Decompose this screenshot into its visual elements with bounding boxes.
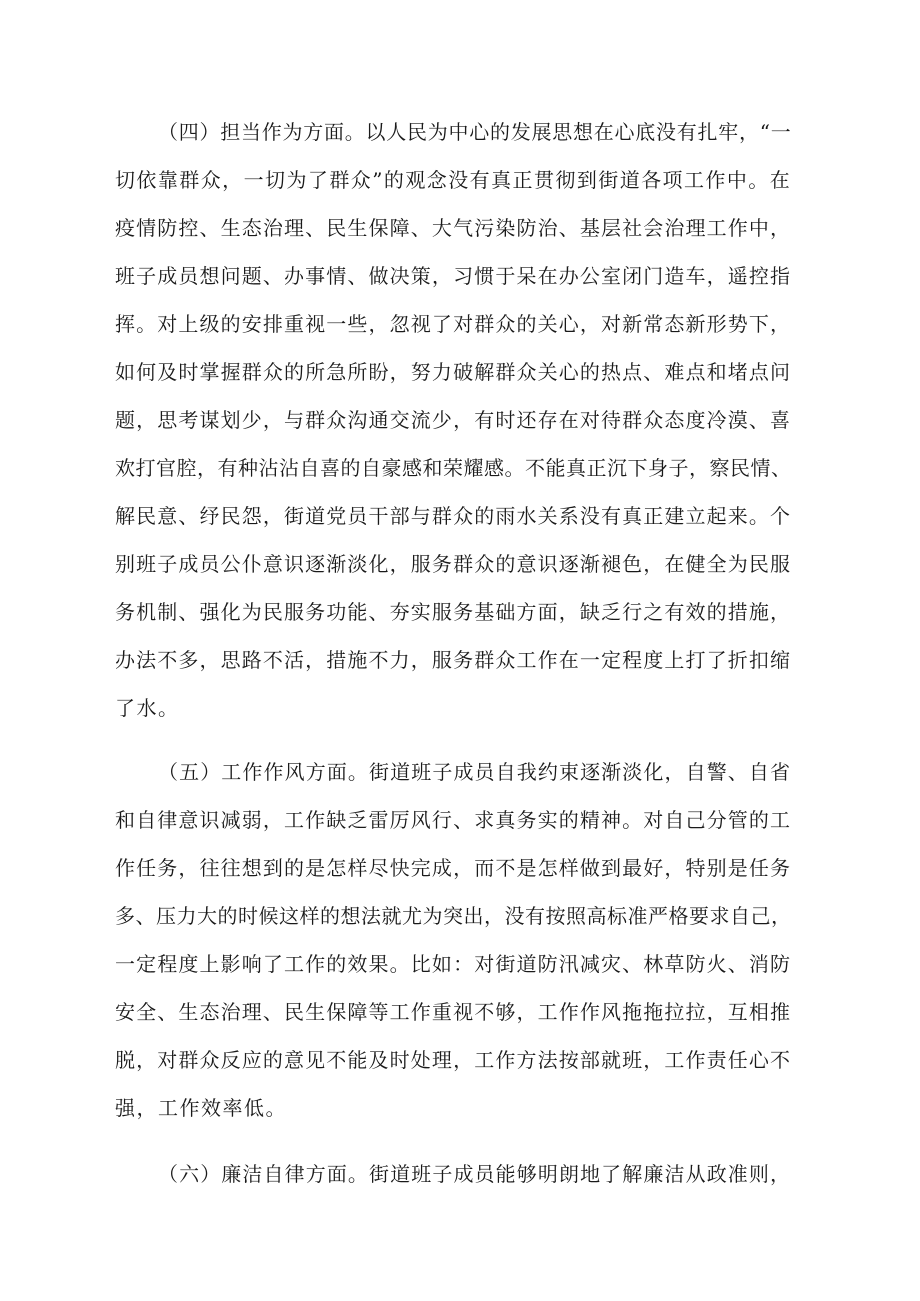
- text-line: （四）担当作为方面。以人民为中心的发展思想在心底没有扎牢，“一: [158, 120, 792, 144]
- text-line: 作任务，往往想到的是怎样尽快完成，而不是怎样做到最好，特别是任务: [115, 856, 791, 880]
- text-line: 多、压力大的时候这样的想法就尤为突出，没有按照高标准严格要求自己，: [115, 904, 792, 928]
- text-line: 强，工作效率低。: [115, 1096, 287, 1120]
- text-line: 安全、生态治理、民生保障等工作重视不够，工作作风拖拖拉拉，互相推: [115, 1000, 791, 1024]
- text-line: 切依靠群众，一切为了群众”的观念没有真正贯彻到街道各项工作中。在: [115, 168, 791, 192]
- text-line: 如何及时掌握群众的所急所盼，努力破解群众关心的热点、难点和堵点问: [115, 360, 791, 384]
- text-line: 了水。: [115, 696, 180, 720]
- text-line: 一定程度上影响了工作的效果。比如：对街道防汛减灾、林草防火、消防: [115, 952, 791, 976]
- text-line: 办法不多，思路不活，措施不力，服务群众工作在一定程度上打了折扣缩: [115, 648, 791, 672]
- text-line: 脱，对群众反应的意见不能及时处理，工作方法按部就班，工作责任心不: [115, 1048, 791, 1072]
- text-line: 解民意、纾民怨，街道党员干部与群众的雨水关系没有真正建立起来。个: [115, 504, 791, 528]
- text-line: 和自律意识减弱，工作缺乏雷厉风行、求真务实的精神。对自己分管的工: [115, 808, 791, 832]
- text-line: （五）工作作风方面。街道班子成员自我约束逐渐淡化，自警、自省: [158, 760, 791, 784]
- text-line: 疫情防控、生态治理、民生保障、大气污染防治、基层社会治理工作中，: [115, 216, 791, 240]
- text-line: 欢打官腔，有种沾沾自喜的自豪感和荣耀感。不能真正沉下身子，察民情、: [115, 456, 792, 480]
- text-line: （六）廉洁自律方面。街道班子成员能够明朗地了解廉洁从政准则，: [158, 1162, 791, 1186]
- text-line: 题，思考谋划少，与群众沟通交流少，有时还存在对待群众态度冷漠、喜: [115, 408, 791, 432]
- text-line: 务机制、强化为民服务功能、夯实服务基础方面，缺乏行之有效的措施，: [115, 600, 791, 624]
- text-line: 班子成员想问题、办事情、做决策，习惯于呆在办公室闭门造车，遥控指: [115, 264, 791, 288]
- text-line: 别班子成员公仆意识逐渐淡化，服务群众的意识逐渐褪色，在健全为民服: [115, 552, 791, 576]
- text-line: 挥。对上级的安排重视一些，忽视了对群众的关心，对新常态新形势下，: [115, 312, 791, 336]
